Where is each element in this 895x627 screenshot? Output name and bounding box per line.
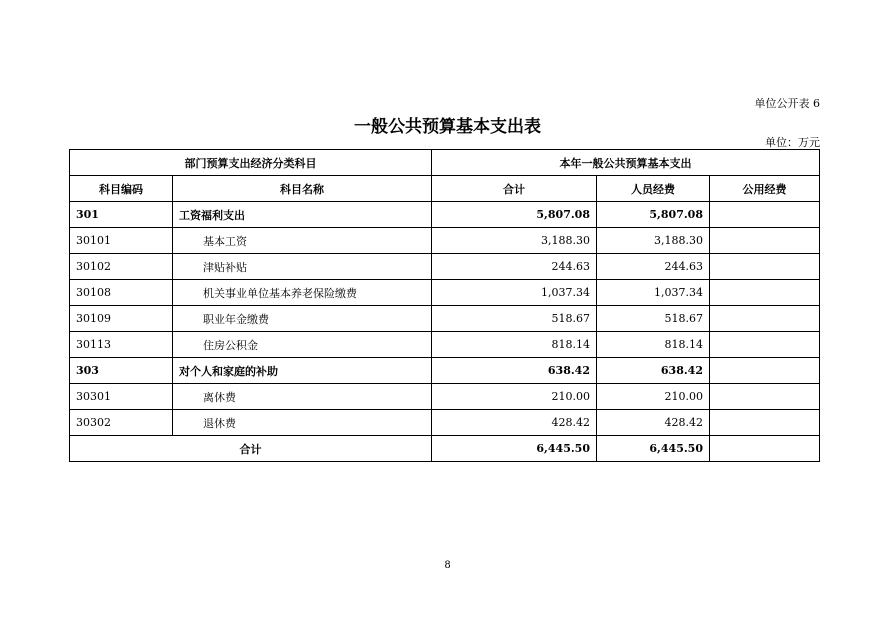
header-classification: 部门预算支出经济分类科目 bbox=[70, 150, 432, 176]
header-total: 合计 bbox=[432, 176, 597, 202]
cell-code: 301 bbox=[70, 202, 173, 228]
total-personnel: 6,445.50 bbox=[597, 436, 710, 462]
cell-total: 818.14 bbox=[432, 332, 597, 358]
cell-public bbox=[710, 358, 820, 384]
total-public bbox=[710, 436, 820, 462]
unit-label: 单位：万元 bbox=[765, 136, 820, 149]
cell-code: 30102 bbox=[70, 254, 173, 280]
cell-public bbox=[710, 228, 820, 254]
cell-code: 30301 bbox=[70, 384, 173, 410]
total-row bbox=[70, 436, 820, 462]
cell-name: 对个人和家庭的补助 bbox=[173, 358, 432, 384]
cell-public bbox=[710, 410, 820, 436]
cell-total: 3,188.30 bbox=[432, 228, 597, 254]
cell-personnel: 1,037.34 bbox=[597, 280, 710, 306]
cell-personnel: 428.42 bbox=[597, 410, 710, 436]
cell-personnel: 210.00 bbox=[597, 384, 710, 410]
cell-personnel: 818.14 bbox=[597, 332, 710, 358]
total-label: 合计 bbox=[70, 436, 432, 462]
cell-name: 退休费 bbox=[173, 410, 432, 436]
table-row bbox=[70, 358, 820, 384]
header-expenditure: 本年一般公共预算基本支出 bbox=[432, 150, 820, 176]
cell-public bbox=[710, 254, 820, 280]
table-row bbox=[70, 332, 820, 358]
table-row bbox=[70, 306, 820, 332]
group-header-row bbox=[70, 150, 820, 176]
table-row bbox=[70, 228, 820, 254]
cell-public bbox=[710, 280, 820, 306]
page-number: 8 bbox=[444, 560, 451, 571]
page-title: 一般公共预算基本支出表 bbox=[354, 117, 541, 137]
header-public: 公用经费 bbox=[710, 176, 820, 202]
cell-total: 518.67 bbox=[432, 306, 597, 332]
column-header-row bbox=[70, 176, 820, 202]
total-total: 6,445.50 bbox=[432, 436, 597, 462]
cell-personnel: 638.42 bbox=[597, 358, 710, 384]
cell-name: 工资福利支出 bbox=[173, 202, 432, 228]
cell-code: 30101 bbox=[70, 228, 173, 254]
table-row bbox=[70, 254, 820, 280]
cell-name: 职业年金缴费 bbox=[173, 306, 432, 332]
cell-personnel: 518.67 bbox=[597, 306, 710, 332]
cell-name: 基本工资 bbox=[173, 228, 432, 254]
cell-code: 30113 bbox=[70, 332, 173, 358]
cell-code: 30109 bbox=[70, 306, 173, 332]
cell-public bbox=[710, 332, 820, 358]
cell-code: 30302 bbox=[70, 410, 173, 436]
cell-public bbox=[710, 384, 820, 410]
cell-personnel: 5,807.08 bbox=[597, 202, 710, 228]
table-row bbox=[70, 202, 820, 228]
cell-total: 5,807.08 bbox=[432, 202, 597, 228]
cell-name: 住房公积金 bbox=[173, 332, 432, 358]
cell-name: 津贴补贴 bbox=[173, 254, 432, 280]
header-code: 科目编码 bbox=[70, 176, 173, 202]
cell-code: 30108 bbox=[70, 280, 173, 306]
cell-total: 1,037.34 bbox=[432, 280, 597, 306]
cell-personnel: 244.63 bbox=[597, 254, 710, 280]
budget-table bbox=[69, 149, 820, 462]
table-row bbox=[70, 384, 820, 410]
cell-name: 机关事业单位基本养老保险缴费 bbox=[173, 280, 432, 306]
table-row bbox=[70, 280, 820, 306]
cell-total: 428.42 bbox=[432, 410, 597, 436]
table-number-label: 单位公开表 6 bbox=[754, 97, 820, 110]
cell-total: 244.63 bbox=[432, 254, 597, 280]
cell-total: 638.42 bbox=[432, 358, 597, 384]
cell-public bbox=[710, 306, 820, 332]
header-name: 科目名称 bbox=[173, 176, 432, 202]
table-row bbox=[70, 410, 820, 436]
cell-personnel: 3,188.30 bbox=[597, 228, 710, 254]
cell-total: 210.00 bbox=[432, 384, 597, 410]
cell-public bbox=[710, 202, 820, 228]
cell-name: 离休费 bbox=[173, 384, 432, 410]
cell-code: 303 bbox=[70, 358, 173, 384]
header-personnel: 人员经费 bbox=[597, 176, 710, 202]
